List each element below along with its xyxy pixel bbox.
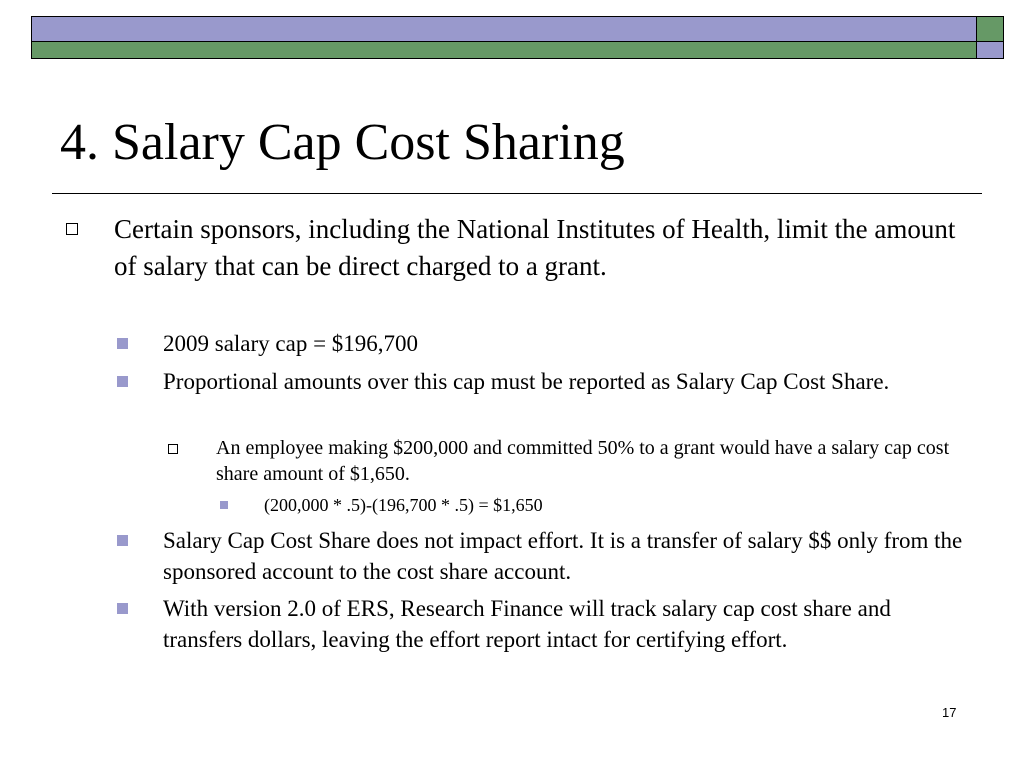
bullet-text: Proportional amounts over this cap must be reported as Salary Cap Cost Share. xyxy=(163,369,890,394)
solid-square-bullet-icon xyxy=(117,338,128,349)
bullet-level-2 xyxy=(163,366,973,397)
hollow-square-bullet-icon xyxy=(66,223,78,235)
bullet-level-2 xyxy=(163,593,973,655)
bullet-text: An employee making $200,000 and committed 50% to a grant would have a salary cap cost share amount of $1,650. xyxy=(216,437,950,485)
slide-title: 4. Salary Cap Cost Sharing xyxy=(60,114,625,171)
solid-square-bullet-icon xyxy=(117,376,128,387)
bullet-text: Salary Cap Cost Share does not impact effort. It is a transfer of salary $$ only from the sponsored account to the cost share account. xyxy=(163,528,963,584)
bullet-text: Certain sponsors, including the National Institutes of Health, limit the amount of salary that can be direct charged to a grant. xyxy=(114,214,956,281)
solid-square-bullet-icon xyxy=(117,603,128,614)
hollow-square-bullet-icon xyxy=(168,444,178,454)
bullet-level-4 xyxy=(264,493,964,517)
bullet-level-2 xyxy=(163,525,973,587)
bullet-text: With version 2.0 of ERS, Research Finance will track salary cap cost share and transfers dollars, leaving the effort report intact for certifying effort. xyxy=(163,596,891,652)
bullet-level-1 xyxy=(114,211,964,285)
page-number: 17 xyxy=(942,705,957,720)
bullet-level-2 xyxy=(163,328,973,359)
bullet-level-3 xyxy=(216,435,976,487)
solid-square-bullet-icon xyxy=(117,535,128,546)
solid-square-bullet-icon xyxy=(220,501,228,509)
bullet-text: (200,000 * .5)-(196,700 * .5) = $1,650 xyxy=(264,495,543,515)
bullet-text: 2009 salary cap = $196,700 xyxy=(163,331,419,356)
